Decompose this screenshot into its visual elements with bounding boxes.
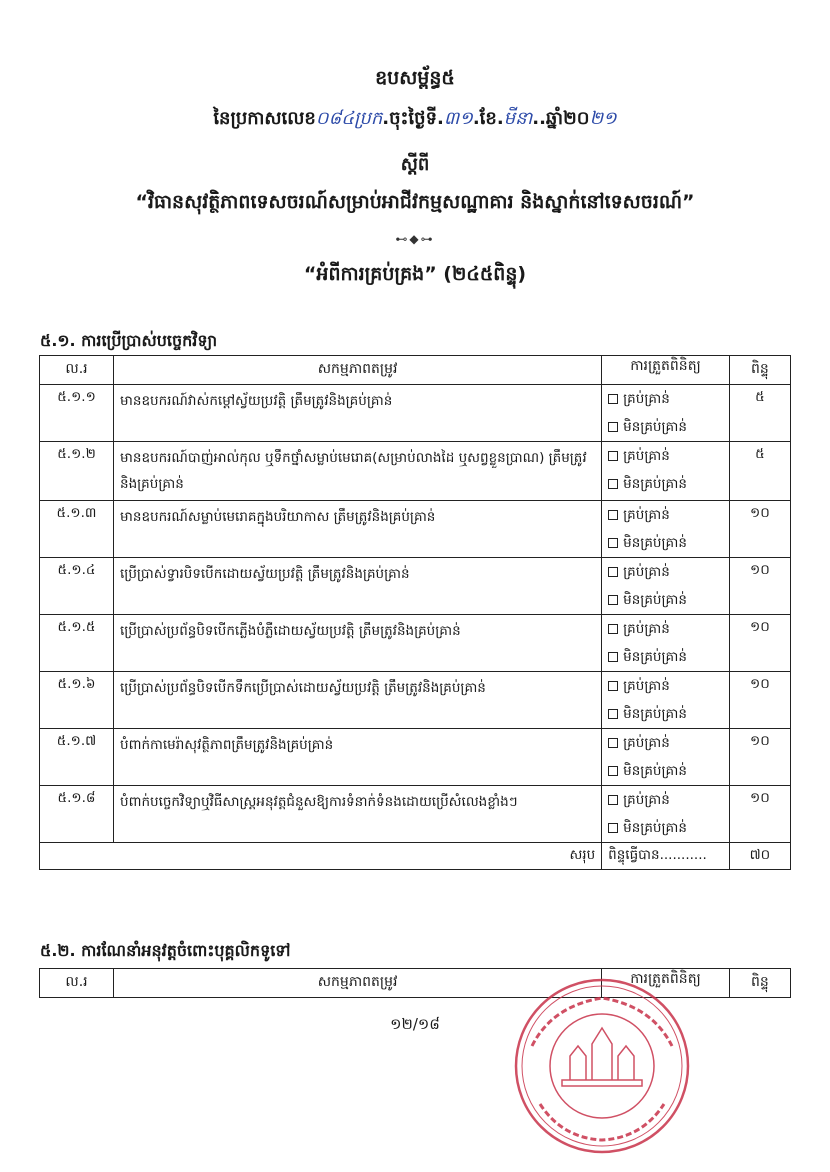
table-row: [40, 615, 791, 672]
row-points: ១០: [729, 729, 790, 786]
option-sufficient[interactable]: [602, 672, 729, 700]
summary-points: ៧០: [729, 843, 790, 870]
summary-label: សរុប: [40, 843, 602, 870]
section1-title: ៥.១. ការប្រើប្រាស់បច្ចេកវិទ្យា: [40, 331, 218, 350]
option-label: គ្រប់គ្រាន់: [623, 448, 670, 464]
table-row: [40, 729, 791, 786]
col-requirement-header: សកម្មភាពតម្រូវ: [114, 969, 602, 998]
row-requirement: មានឧបករណ៍វាស់កម្ដៅស្វ័យប្រវត្តិ ត្រឹមត្រូវនិងគ្រប់គ្រាន់: [114, 385, 602, 442]
option-insufficient[interactable]: [602, 643, 729, 671]
row-check-options: [602, 385, 730, 442]
row-check-options: [602, 729, 730, 786]
row-check-options: [602, 501, 730, 558]
option-sufficient[interactable]: [602, 501, 729, 529]
about-label: ស្ដីពី: [400, 154, 430, 175]
table-row: [40, 442, 791, 501]
option-sufficient[interactable]: [602, 615, 729, 643]
row-number: ៥.១.១: [40, 385, 114, 442]
row-requirement: មានឧបករណ៍បាញ់អាល់កុល ឬទឹកថ្នាំសម្លាប់មេរោគ(សម្រាប់លាងដៃ ឬសព្វខ្លួនប្រាណ) ត្រឹមត្រូវនិងគ្រប់គ្រាន់: [114, 442, 602, 501]
section-title: “អំពីការគ្រប់គ្រង” (២៤៥ពិន្ទុ): [303, 263, 527, 285]
table-row: [40, 786, 791, 843]
decree-number: ០៨៤ប្រក: [315, 108, 383, 129]
row-points: ៥: [729, 442, 790, 501]
option-label: គ្រប់គ្រាន់: [623, 391, 670, 407]
section2-title: ៥.២. ការណែនាំអនុវត្តចំពោះបុគ្គលិកទូទៅ: [40, 941, 291, 960]
summary-row: [40, 843, 791, 870]
option-label: គ្រប់គ្រាន់: [623, 564, 670, 580]
row-number: ៥.១.៨: [40, 786, 114, 843]
option-label: គ្រប់គ្រាន់: [623, 507, 670, 523]
checkbox-icon[interactable]: [608, 738, 618, 748]
decree-year: ២១: [589, 108, 617, 129]
col-requirement-header: សកម្មភាពតម្រូវ: [114, 356, 602, 385]
option-label: មិនគ្រប់គ្រាន់: [623, 419, 687, 435]
col-points-header: ពិន្ទុ: [729, 356, 790, 385]
option-insufficient[interactable]: [602, 529, 729, 557]
row-check-options: [602, 558, 730, 615]
col-check-header: ការត្រួតពិនិត្យ: [602, 356, 730, 385]
table-row: [40, 558, 791, 615]
option-label: គ្រប់គ្រាន់: [623, 735, 670, 751]
row-number: ៥.១.៥: [40, 615, 114, 672]
option-label: មិនគ្រប់គ្រាន់: [623, 706, 687, 722]
option-sufficient[interactable]: [602, 558, 729, 586]
option-insufficient[interactable]: [602, 700, 729, 728]
option-label: មិនគ្រប់គ្រាន់: [623, 763, 687, 779]
checkbox-icon[interactable]: [608, 510, 618, 520]
row-check-options: [602, 442, 730, 501]
row-requirement: ប្រើប្រាស់ប្រព័ន្ធបិទបើកទឹកប្រើប្រាស់ដោយស្វ័យប្រវត្តិ ត្រឹមត្រូវនិងគ្រប់គ្រាន់: [114, 672, 602, 729]
row-requirement: បំពាក់កាមេរ៉ាសុវត្ថិភាពត្រឹមត្រូវនិងគ្រប់គ្រាន់: [114, 729, 602, 786]
col-check-header: ការត្រួតពិនិត្យ: [602, 969, 730, 998]
checkbox-icon[interactable]: [608, 624, 618, 634]
row-check-options: [602, 786, 730, 843]
checkbox-icon[interactable]: [608, 823, 618, 833]
checkbox-icon[interactable]: [608, 538, 618, 548]
decree-prefix: នៃប្រកាសលេខ: [213, 108, 316, 129]
row-points: ១០: [729, 672, 790, 729]
row-check-options: [602, 672, 730, 729]
row-requirement: បំពាក់បច្ចេកវិទ្យាឬវិធីសាស្ត្រអនុវត្តជំនួសឱ្យការទំនាក់ទំនងដោយប្រើសំលេងខ្លាំងៗ: [114, 786, 602, 843]
annex-title: ឧបសម្ព័ន្ធ៥: [375, 67, 455, 89]
decree-month-prefix: .ខែ.: [472, 108, 504, 129]
checkbox-icon[interactable]: [608, 479, 618, 489]
table-row: [40, 672, 791, 729]
row-number: ៥.១.៧: [40, 729, 114, 786]
checkbox-icon[interactable]: [608, 422, 618, 432]
ornament-divider: ⊷◆⊶: [395, 232, 435, 246]
page-number: ១២/១៨: [390, 1015, 440, 1033]
col-points-header: ពិន្ទុ: [729, 969, 790, 998]
row-points: ១០: [729, 786, 790, 843]
row-points: ១០: [729, 558, 790, 615]
decree-date-prefix: .ចុះថ្ងៃទី.: [382, 108, 444, 129]
row-number: ៥.១.៦: [40, 672, 114, 729]
option-label: គ្រប់គ្រាន់: [623, 792, 670, 808]
table-header-row: [40, 356, 791, 385]
official-seal-stamp: [512, 976, 692, 1156]
checkbox-icon[interactable]: [608, 595, 618, 605]
option-insufficient[interactable]: [602, 586, 729, 614]
row-points: ១០: [729, 615, 790, 672]
checkbox-icon[interactable]: [608, 709, 618, 719]
row-requirement: មានឧបករណ៍សម្លាប់មេរោគក្នុងបរិយាកាស ត្រឹមត្រូវនិងគ្រប់គ្រាន់: [114, 501, 602, 558]
decree-month: មីនា: [503, 108, 533, 129]
col-number-header: ល.រ: [40, 356, 114, 385]
option-sufficient[interactable]: [602, 385, 729, 413]
option-insufficient[interactable]: [602, 470, 729, 498]
option-sufficient[interactable]: [602, 442, 729, 470]
row-points: ១០: [729, 501, 790, 558]
checkbox-icon[interactable]: [608, 652, 618, 662]
option-sufficient[interactable]: [602, 729, 729, 757]
option-sufficient[interactable]: [602, 786, 729, 814]
col-number-header: ល.រ: [40, 969, 114, 998]
option-insufficient[interactable]: [602, 757, 729, 785]
table-row: [40, 385, 791, 442]
document-subject: “វិធានសុវត្ថិភាពទេសចរណ៍សម្រាប់អាជីវកម្មសណ្ឋាគារ និងស្នាក់នៅទេសចរណ៍”: [135, 191, 695, 213]
checkbox-icon[interactable]: [608, 451, 618, 461]
option-label: គ្រប់គ្រាន់: [623, 678, 670, 694]
row-number: ៥.១.៣: [40, 501, 114, 558]
row-requirement: ប្រើប្រាស់ប្រព័ន្ធបិទបើកភ្លើងបំភ្លឺដោយស្វ័យប្រវត្តិ ត្រឹមត្រូវនិងគ្រប់គ្រាន់: [114, 615, 602, 672]
requirements-table: [39, 355, 791, 870]
option-label: មិនគ្រប់គ្រាន់: [623, 592, 687, 608]
row-check-options: [602, 615, 730, 672]
checkbox-icon[interactable]: [608, 795, 618, 805]
summary-score[interactable]: ពិន្ទុធ្វើបាន...........: [602, 843, 730, 870]
checkbox-icon[interactable]: [608, 394, 618, 404]
option-label: មិនគ្រប់គ្រាន់: [623, 649, 687, 665]
decree-day: ៣១: [443, 108, 473, 129]
option-label: មិនគ្រប់គ្រាន់: [623, 476, 687, 492]
row-number: ៥.១.២: [40, 442, 114, 501]
option-label: មិនគ្រប់គ្រាន់: [623, 820, 687, 836]
row-requirement: ប្រើប្រាស់ទ្វារបិទបើកដោយស្វ័យប្រវត្តិ ត្រឹមត្រូវនិងគ្រប់គ្រាន់: [114, 558, 602, 615]
option-label: គ្រប់គ្រាន់: [623, 621, 670, 637]
row-number: ៥.១.៤: [40, 558, 114, 615]
checkbox-icon[interactable]: [608, 681, 618, 691]
option-insufficient[interactable]: [602, 814, 729, 842]
row-points: ៥: [729, 385, 790, 442]
checkbox-icon[interactable]: [608, 567, 618, 577]
table-row: [40, 501, 791, 558]
option-label: មិនគ្រប់គ្រាន់: [623, 535, 687, 551]
decree-year-prefix: ..ឆ្នាំ២០: [532, 108, 590, 129]
decree-reference: [0, 106, 830, 133]
checkbox-icon[interactable]: [608, 766, 618, 776]
option-insufficient[interactable]: [602, 413, 729, 441]
